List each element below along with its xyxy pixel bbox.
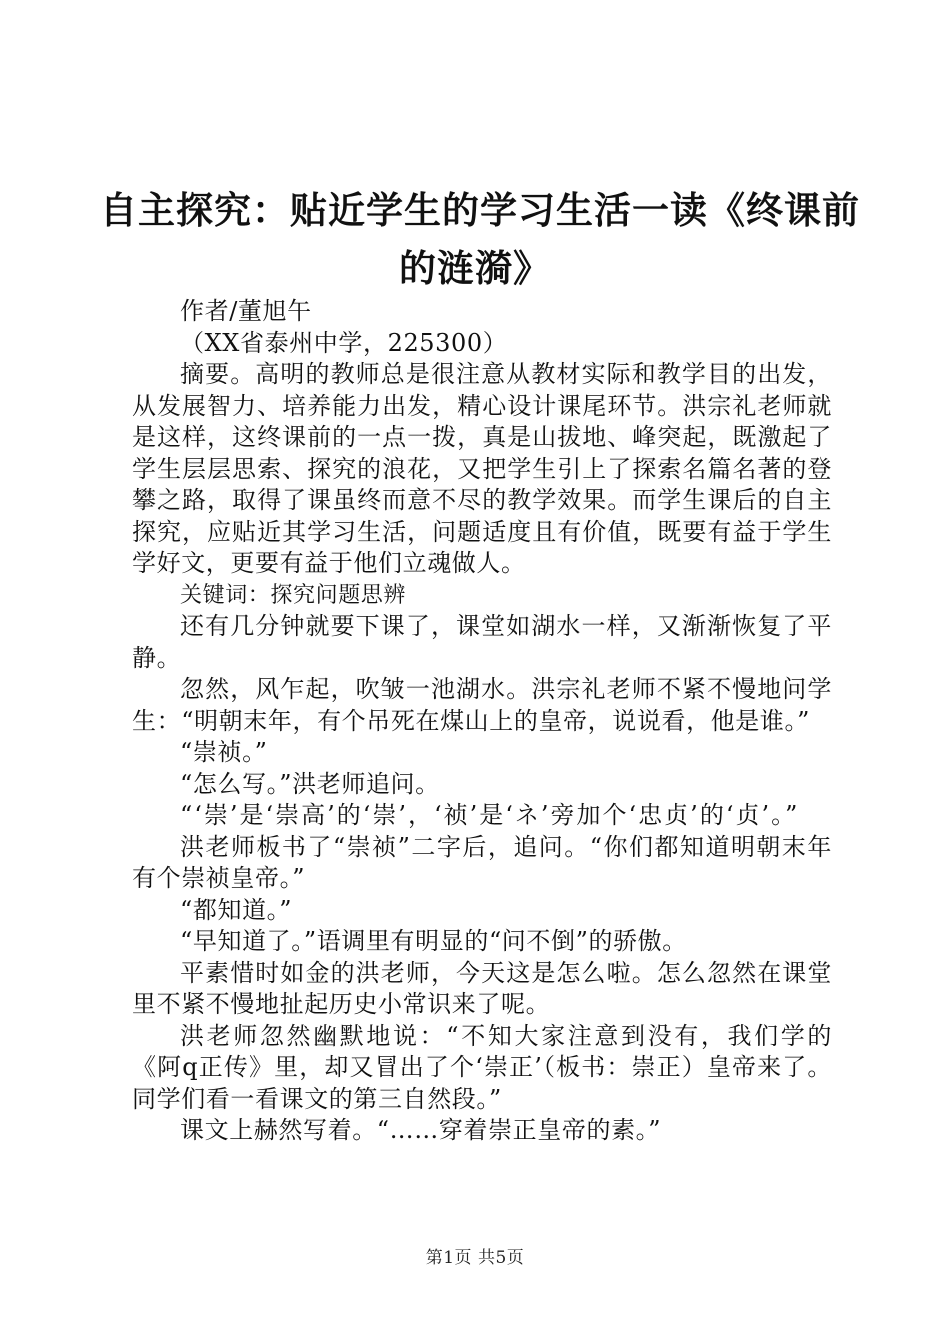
body-paragraph: 还有几分钟就要下课了，课堂如湖水一样，又渐渐恢复了平静。 (132, 612, 832, 672)
author-line: 作者/董旭午 (180, 297, 312, 325)
body-paragraph: 课文上赫然写着。“……穿着崇正皇帝的素。” (180, 1116, 662, 1144)
abstract-paragraph: 摘要。高明的教师总是很注意从教材实际和教学目的出发，从发展智力、培养能力出发，精心设计课尾环节。洪宗礼老师就是这样，这终课前的一点一拨，真是山拔地、峰突起，既激起了学生层层思索、探究的浪花，又把学生引上了探索名篇名著的登攀之路，取得了课虽终而意不尽的教学效果。而学生课后的自主探究，应贴近其学习生活，问题适度且有价值，既要有益于学生学好文，更要有益于他们立魂做人。 (132, 360, 832, 577)
page-number-footer: 第1页 共5页 (425, 1248, 525, 1268)
body-paragraph: 平素惜时如金的洪老师，今天这是怎么啦。怎么忽然在课堂里不紧不慢地扯起历史小常识来了呢。 (132, 958, 832, 1018)
document-title-line-1: 自主探究：贴近学生的学习生活一读《终课前 (100, 189, 860, 232)
body-paragraph: 忽然，风乍起，吹皱一池湖水。洪宗礼老师不紧不慢地问学生：“明朝末年，有个吊死在煤山上的皇帝，说说看，他是谁。” (132, 675, 832, 735)
dialogue-line: “早知道了。”语调里有明显的“问不倒”的骄傲。 (180, 927, 687, 955)
document-title-line-2: 的涟漪》 (399, 247, 551, 290)
affiliation-line: （XX省泰州中学，225300） (180, 328, 508, 357)
dialogue-line: “‘崇’是‘崇高’的‘崇’，‘祯’是‘ネ’旁加个‘忠贞’的‘贞’。” (180, 801, 800, 829)
dialogue-line: “怎么写。”洪老师追问。 (180, 769, 440, 798)
body-paragraph: 洪老师忽然幽默地说：“不知大家注意到没有，我们学的《阿q正传》里，却又冒出了个‘崇正’（板书：崇正）皇帝来了。同学们看一看课文的第三自然段。” (132, 1021, 832, 1113)
keywords-line: 关键词：探究问题思辨 (180, 582, 407, 608)
dialogue-line: “都知道。” (180, 895, 293, 924)
body-paragraph: 洪老师板书了“崇祯”二字后，追问。“你们都知道明朝末年有个崇祯皇帝。” (132, 832, 832, 892)
document-body (132, 296, 832, 1147)
dialogue-line: “崇祯。” (180, 738, 268, 766)
